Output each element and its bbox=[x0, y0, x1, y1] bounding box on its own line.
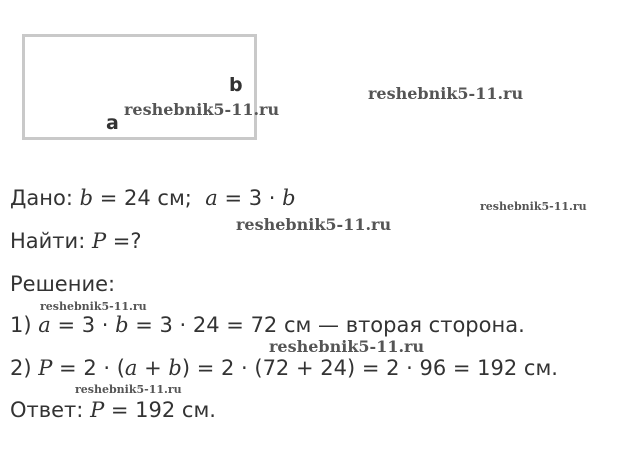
var-p: P bbox=[91, 229, 107, 253]
watermark: reshebnik5-11.ru bbox=[124, 100, 280, 119]
solution-label: Решение: bbox=[10, 272, 116, 296]
watermark: reshebnik5-11.ru bbox=[236, 215, 392, 234]
watermark: reshebnik5-11.ru bbox=[269, 337, 425, 356]
watermark: reshebnik5-11.ru bbox=[40, 300, 147, 313]
var-a: a bbox=[205, 186, 218, 210]
step-1-rest: = 3 · 24 = 72 см — вторая сторона. bbox=[128, 313, 525, 337]
var-b: b bbox=[79, 186, 94, 210]
step-2-number: 2) bbox=[10, 356, 39, 380]
var-a: a bbox=[38, 313, 51, 337]
var-b: b bbox=[168, 356, 182, 380]
given-label: Дано: bbox=[10, 186, 73, 210]
step-2-line bbox=[10, 356, 558, 380]
step-2-rest: ) = 2 · (72 + 24) = 2 · 96 = 192 см. bbox=[181, 356, 558, 380]
var-p: P bbox=[90, 398, 105, 422]
find-rest: =? bbox=[106, 229, 142, 253]
var-b: b bbox=[115, 313, 129, 337]
given-b-value: = 24 см; bbox=[93, 186, 192, 210]
rectangle-figure bbox=[22, 34, 257, 140]
step-1-number: 1) bbox=[10, 313, 39, 337]
step-2-mid-1: = 2 · ( bbox=[52, 356, 125, 380]
var-b: b bbox=[282, 186, 296, 210]
var-p: P bbox=[38, 356, 53, 380]
find-line bbox=[10, 229, 142, 253]
step-1-mid: = 3 · bbox=[50, 313, 116, 337]
watermark: reshebnik5-11.ru bbox=[368, 84, 524, 103]
watermark: reshebnik5-11.ru bbox=[75, 383, 182, 396]
given-line bbox=[10, 186, 296, 210]
watermark: reshebnik5-11.ru bbox=[480, 200, 587, 213]
step-1-line bbox=[10, 313, 525, 337]
answer-label: Ответ: bbox=[10, 398, 84, 422]
given-a-mid: = 3 · bbox=[217, 186, 283, 210]
find-label: Найти: bbox=[10, 229, 86, 253]
step-2-mid-2: + bbox=[137, 356, 169, 380]
side-b-label: b bbox=[229, 74, 243, 96]
var-a: a bbox=[124, 356, 138, 380]
answer-rest: = 192 см. bbox=[104, 398, 216, 422]
side-a-label: a bbox=[106, 112, 119, 134]
answer-line bbox=[10, 398, 216, 422]
